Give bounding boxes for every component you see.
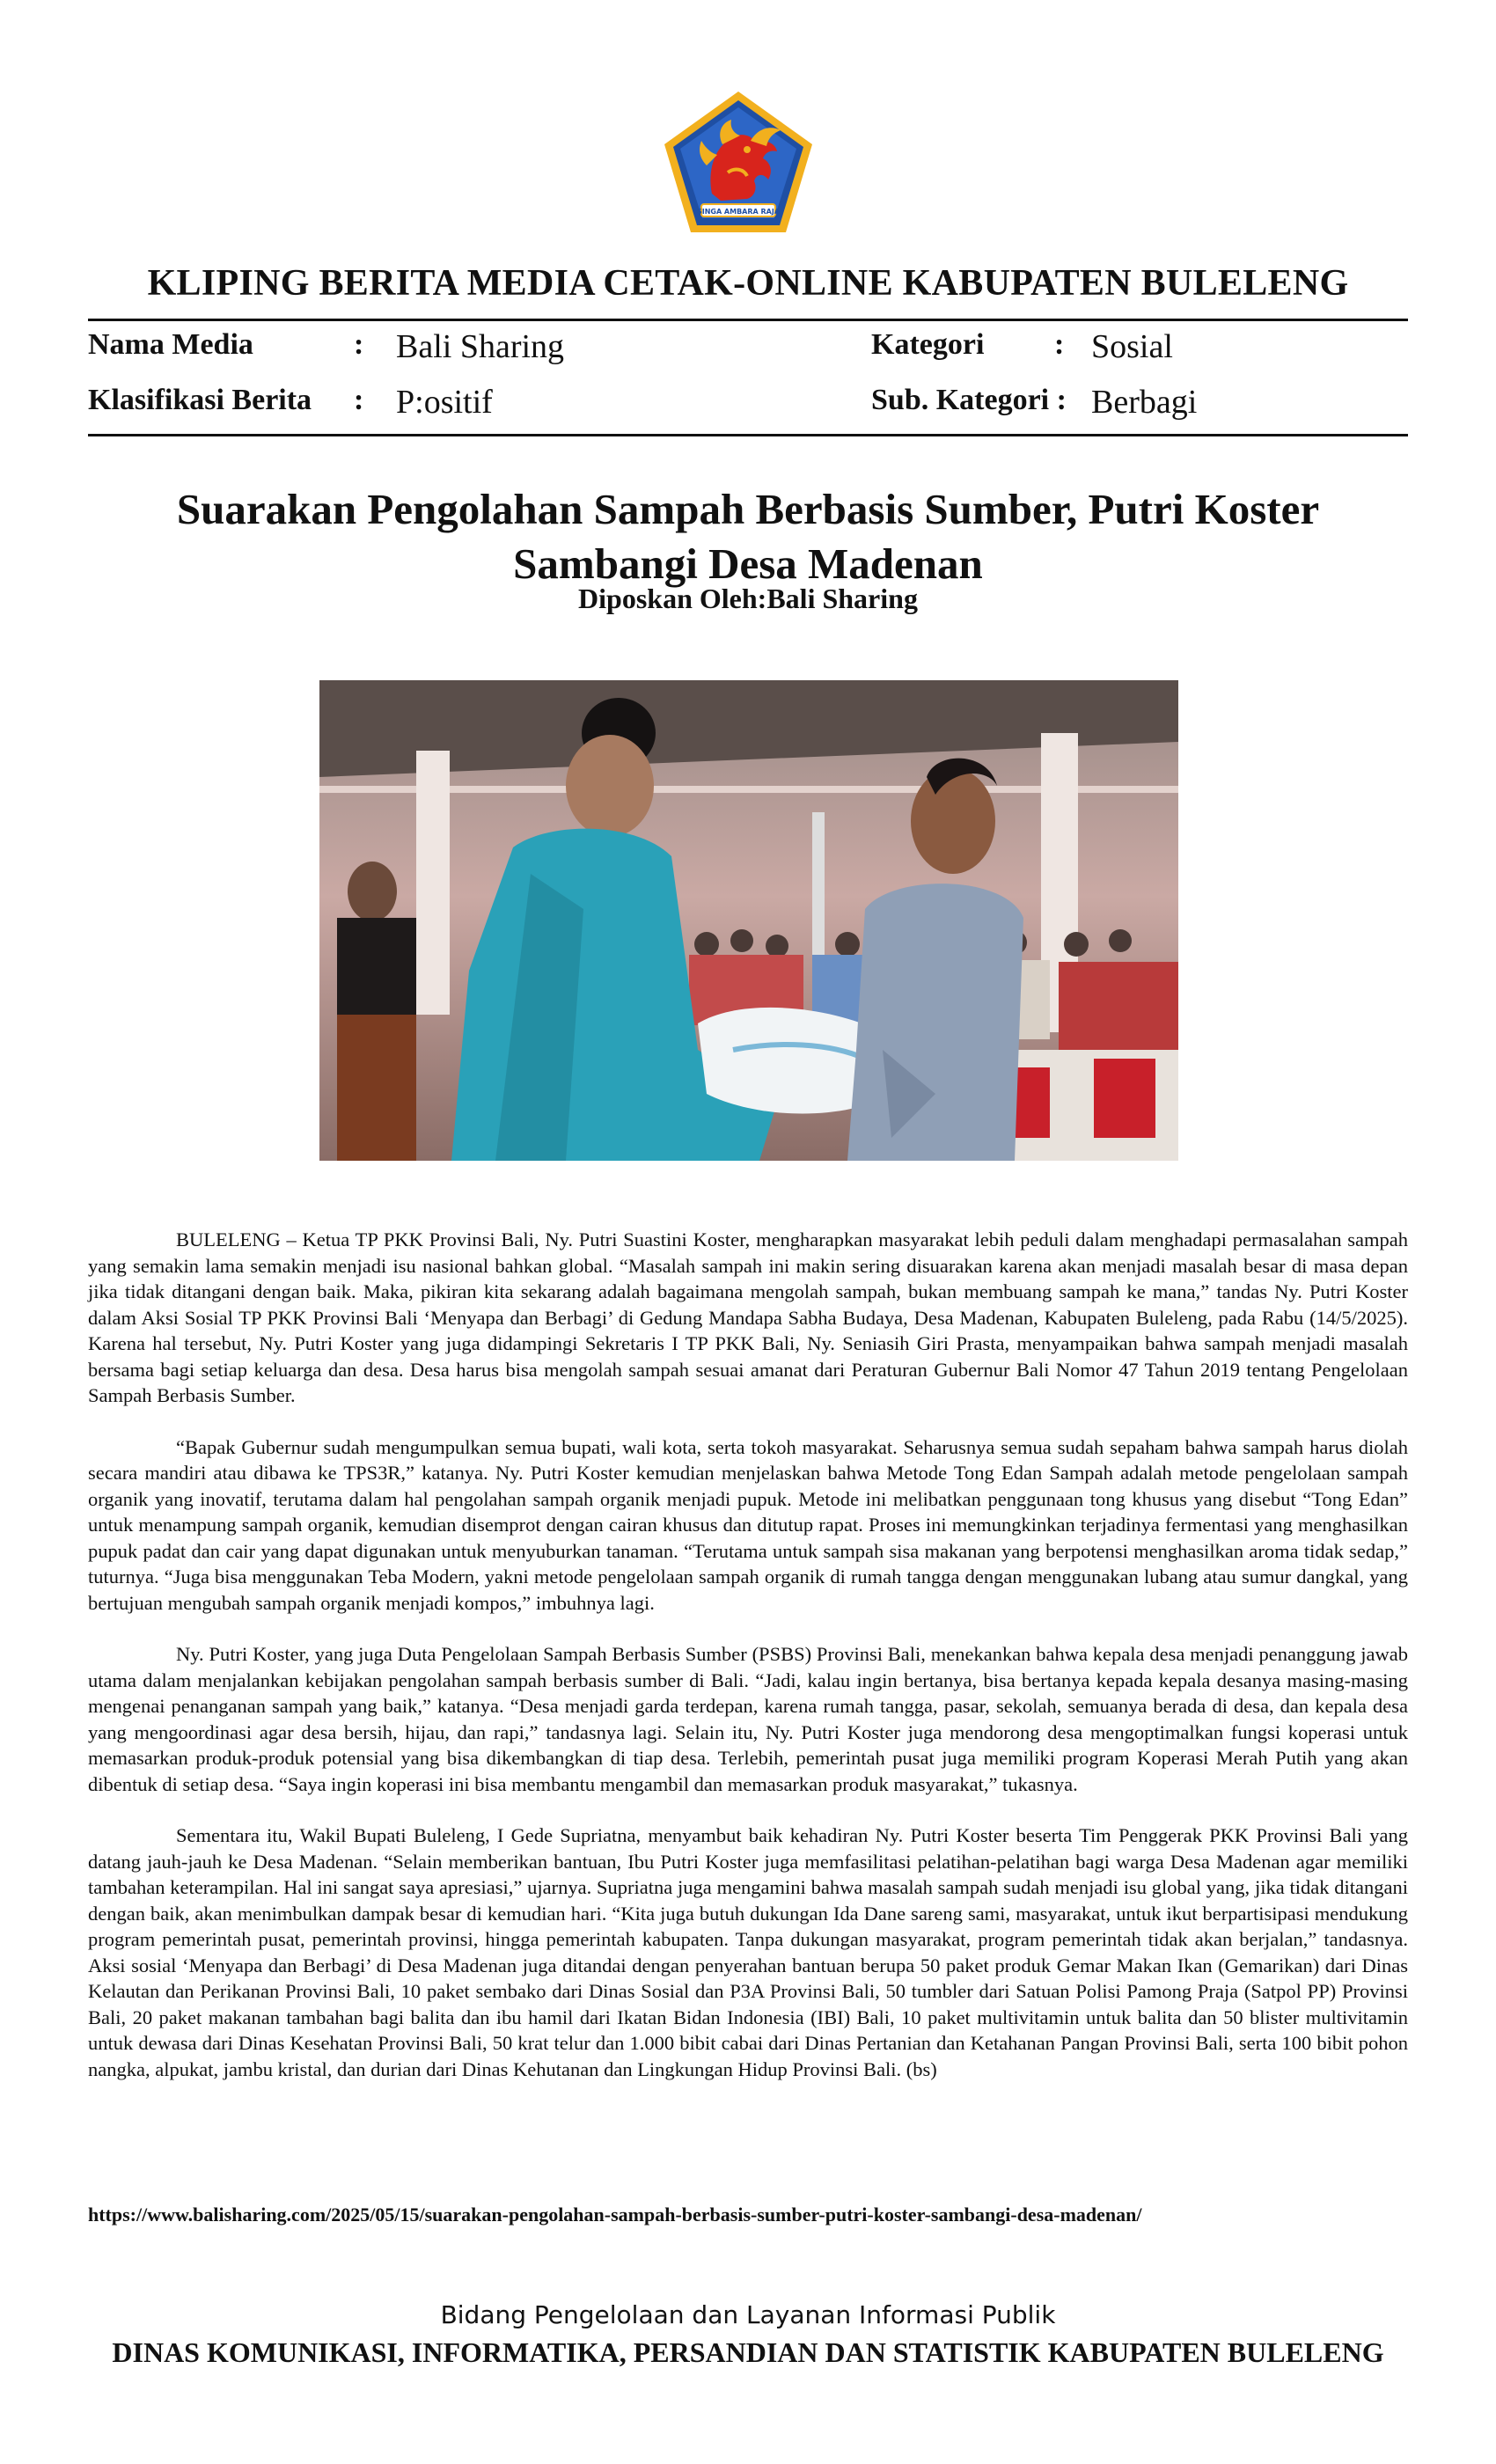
klasifikasi-colon: : [354, 384, 364, 416]
header-rule-bottom [88, 434, 1408, 436]
header-rule-top [88, 319, 1408, 321]
article-paragraph: Ny. Putri Koster, yang juga Duta Pengelolaan Sampah Berbasis Sumber (PSBS) Provinsi Bali, menekankan bahwa kepala desa menjadi penanggung jawab utama dalam menjalankan kebijakan pengolahan sampah berbasis sumber di Bali. “Jadi, kalau ingin bertanya, bisa bertanya kepada kepala desanya masing-masing mengenai penanganan sampah yang baik,” katanya. “Desa menjadi garda terdepan, karena rumah tangga, pasar, sekolah, semuanya berada di desa, dan kepala desa yang mengoordinasi agar desa bersih, hijau, dan rapi,” tandasnya lagi. Selain itu, Ny. Putri Koster juga mendorong desa mengoptimalkan fungsi koperasi untuk memasarkan produk-produk potensial yang bisa dikembangkan di tiap desa. Terlebih, pemerintah pusat juga memiliki program Koperasi Merah Putih yang akan dibentuk di setiap desa. “Saya ingin koperasi ini bisa membantu mengambil dan memasarkan produk masyarakat,” tukasnya. [88, 1643, 1408, 1795]
source-link[interactable]: https://www.balisharing.com/2025/05/15/suarakan-pengolahan-sampah-berbasis-sumber-putri-koster-sambangi-desa-madenan/ [88, 2204, 1142, 2226]
klasifikasi-value: P:ositif [396, 384, 493, 421]
klasifikasi-label: Klasifikasi Berita [88, 384, 312, 416]
kategori-label: Kategori [871, 328, 985, 361]
logo-motto: SINGA AMBARA RAJA [696, 208, 781, 216]
article-paragraph: “Bapak Gubernur sudah mengumpulkan semua bupati, wali kota, serta tokoh masyarakat. Seharusnya semua sudah sepaham bahwa sampah harus diolah secara mandiri atau dibawa ke TPS3R,” katanya. Ny. Putri Koster kemudian menjelaskan bahwa Metode Tong Edan Sampah adalah metode pengelolaan sampah organik yang inovatif, terutama dalam hal pengolahan sampah organik menjadi pupuk. Metode ini melibatkan penggunaan tong khusus yang disebut “Tong Edan” untuk menampung sampah organik, kemudian disemprot dengan cairan khusus dan ditutup rapat. Proses ini memungkinkan terjadinya fermentasi yang menghasilkan pupuk padat dan cair yang dapat digunakan untuk menyuburkan tanaman. “Terutama untuk sampah sisa makanan yang berpotensi menghasilkan aroma tidak sedap,” tuturnya. “Juga bisa menggunakan Teba Modern, yakni metode pengelolaan sampah organik di rumah tangga dengan menggunakan lubang atau sumur dangkal, yang bertujuan mengubah sampah organik menjadi kompos,” imbuhnya lagi. [88, 1435, 1408, 1614]
media-name-label: Nama Media [88, 328, 253, 361]
article-paragraph: BULELENG – Ketua TP PKK Provinsi Bali, Ny. Putri Suastini Koster, mengharapkan masyarakat lebih peduli dalam menghadapi permasalahan sampah yang semakin lama semakin menjadi isu nasional bahkan global. “Masalah sampah ini makin sering disuarakan karena akan menjadi masalah besar di masa depan jika tidak ditangani dengan baik. Maka, pikiran kita sekarang adalah bagaimana mengolah sampah, bukan membuang sampah ke mana,” tandas Ny. Putri Koster dalam Aksi Sosial TP PKK Provinsi Bali ‘Menyapa dan Berbagi’ di Gedung Mandapa Sabha Budaya, Desa Madenan, Kabupaten Buleleng, pada Rabu (14/5/2025). Karena hal tersebut, Ny. Putri Koster yang juga didampingi Sekretaris I TP PKK Bali, Ny. Seniasih Giri Prasta, menyampaikan bahwa sampah menjadi masalah bersama bagi setiap keluarga dan desa. Desa harus bisa mengolah sampah sesuai amanat dari Peraturan Gubernur Bali Nomor 47 Tahun 2019 tentang Pengelolaan Sampah Berbasis Sumber. [88, 1228, 1408, 1406]
sub-kategori-value: Berbagi [1091, 384, 1198, 421]
footer-subtitle: Bidang Pengelolaan dan Layanan Informasi Publik [440, 2300, 1056, 2329]
article-paragraph: Sementara itu, Wakil Bupati Buleleng, I Gede Supriatna, menyambut baik kehadiran Ny. Putri Koster beserta Tim Penggerak PKK Provinsi Bali yang datang jauh-jauh ke Desa Madenan. “Selain memberikan bantuan, Ibu Putri Koster juga memfasilitasi pelatihan-pelatihan bagi warga Desa Madenan agar memiliki tambahan keterampilan. Hal ini sangat saya apresiasi,” ujarnya. Supriatna juga mengamini bahwa masalah sampah sudah menjadi isu global yang, jika tidak ditangani dengan baik, akan menimbulkan dampak besar di kemudian hari. “Kita juga butuh dukungan Ida Dane sareng sami, masyarakat, untuk ikut berpartisipasi mendukung program pemerintah pusat, pemerintah provinsi, hingga pemerintah kabupaten. Tanpa dukungan masyarakat, program pemerintah tidak akan berjalan,” tandasnya. Aksi sosial ‘Menyapa dan Berbagi’ di Desa Madenan juga ditandai dengan penyerahan bantuan berupa 50 paket produk Gemar Makan Ikan (Gemarikan) dari Dinas Kelautan dan Perikanan Provinsi Bali, 10 paket sembako dari Dinas Sosial dan P3A Provinsi Bali, 50 tumbler dari Satuan Polisi Pamong Praja (Satpol PP) Provinsi Bali, 20 paket makanan tambahan bagi balita dan ibu hamil dari Ikatan Bidan Indonesia (IBI) Bali, 10 paket multivitamin untuk balita dan 50 blister multivitamin untuk dewasa dari Dinas Kesehatan Provinsi Bali, 50 krat telur dan 1.000 bibit cabai dari Dinas Pertanian dan Ketahanan Pangan Provinsi Bali, serta 100 bibit pohon nangka, alpukat, jambu kristal, dan durian dari Dinas Kehutanan dan Lingkungan Hidup Provinsi Bali. (bs) [88, 1824, 1408, 2080]
article-byline: Diposkan Oleh:Bali Sharing [578, 583, 918, 614]
kategori-colon: : [1054, 328, 1065, 361]
sub-kategori-label: Sub. Kategori : [871, 384, 1067, 416]
article-body [88, 1227, 1408, 2108]
kategori-value: Sosial [1091, 328, 1173, 365]
article-photo [319, 680, 1178, 1161]
kabupaten-buleleng-logo [659, 88, 818, 236]
document-header-title: KLIPING BERITA MEDIA CETAK-ONLINE KABUPATEN BULELENG [147, 263, 1349, 304]
media-name-value: Bali Sharing [396, 328, 565, 365]
article-title: Suarakan Pengolahan Sampah Berbasis Sumber, Putri Koster Sambangi Desa Madenan [176, 485, 1320, 588]
media-name-colon: : [354, 328, 364, 361]
footer-title: DINAS KOMUNIKASI, INFORMATIKA, PERSANDIAN DAN STATISTIK KABUPATEN BULELENG [112, 2336, 1384, 2368]
